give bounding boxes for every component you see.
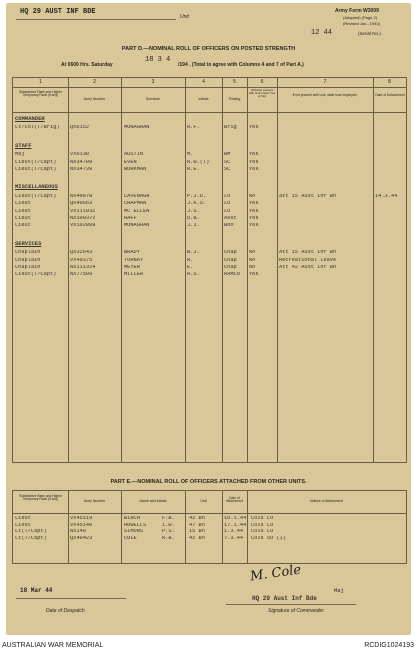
part-d-date-hand: 18 3 4 — [145, 56, 171, 64]
col-number-7: 7 — [323, 79, 327, 85]
caption-right: RCDIG1024193 — [364, 642, 414, 649]
roll-cell-number: VX40375 — [70, 257, 93, 263]
attached-cell-nature: Cois LO — [251, 522, 274, 528]
attached-cell-rank: Lt(T/Capt) — [15, 535, 47, 541]
commander-rank: Maj — [334, 587, 344, 594]
roll-cell-posting: RAMCO — [224, 272, 240, 278]
part-e-body — [13, 513, 406, 563]
col-number-3: 3 — [151, 79, 155, 85]
part-e-title: PART E.—NOMINAL ROLL OF OFFICERS ATTACHED FROM OTHER UNITS. — [110, 479, 307, 485]
roll-cell-present: No — [249, 250, 256, 256]
part-d-title: PART D.—NOMINAL ROLL OF OFFICERS ON POSTED STRENGTH — [121, 46, 296, 52]
attached-cell-nature: Cois SO (I) — [251, 535, 286, 541]
e-header-date: Date of Attachment — [226, 496, 243, 504]
col-header-number: Army Number — [83, 97, 106, 101]
roll-cell-number: QX40663 — [70, 201, 93, 207]
part-d-body — [13, 112, 406, 462]
roll-cell-rank: Lieut — [15, 201, 31, 207]
col-number-2: 2 — [93, 79, 96, 85]
roll-cell-number: QX6152 — [70, 125, 90, 131]
roll-cell-surname: EVEN — [124, 159, 137, 165]
roll-cell-initials: J.S. — [187, 208, 200, 214]
roll-cell-surname: MEYER — [124, 265, 140, 270]
roll-cell-surname: MONAGHAN — [124, 223, 150, 229]
roll-cell-surname: TORNAY — [124, 257, 144, 263]
roll-cell-number: NX111324 — [70, 265, 96, 270]
col-number-1: 1 — [39, 79, 42, 85]
col-number-4: 4 — [202, 79, 205, 85]
attached-cell-initials: R.B. — [162, 535, 175, 541]
attached-cell-rank: Lieut — [15, 516, 31, 521]
roll-cell-surname: RAFF — [124, 216, 137, 221]
e-header-nature: Nature of Attachment — [310, 499, 343, 503]
roll-cell-rank: Lieut — [15, 216, 31, 221]
roll-cell-rank: Chaplain — [15, 265, 41, 270]
form-adapted: (Adapted) (Page 2) — [343, 15, 378, 20]
roll-cell-number: NX34739 — [70, 167, 93, 172]
attached-cell-initials: I.W. — [162, 522, 175, 528]
roll-cell-posting: LO — [224, 208, 231, 214]
commander-unit: HQ 29 Aust Inf Bde — [252, 595, 317, 602]
col-number-6: 6 — [260, 79, 264, 85]
roll-cell-present: No — [249, 193, 256, 199]
roll-cell-surname: CHAPMAN — [124, 201, 147, 207]
roll-cell-initials: D.B. — [187, 216, 200, 221]
attached-cell-initials: F.B. — [162, 516, 175, 521]
roll-cell-posting: Asst — [224, 216, 237, 221]
roll-cell-number: VX6138 — [70, 152, 90, 158]
roll-cell-initials: M. — [187, 152, 194, 158]
attached-cell-number: QX40423 — [70, 535, 93, 541]
roll-cell-posting: Bdo — [224, 223, 234, 229]
roll-cell-initials: B.J. — [187, 250, 200, 256]
col-header-surname: Surname — [145, 97, 161, 101]
roll-cell-rank: Maj — [15, 152, 25, 158]
section-heading: COMMANDER — [15, 115, 45, 122]
attached-cell-unit: 47 Bn — [189, 522, 205, 528]
part-e-table — [12, 490, 407, 564]
roll-cell-date: 14.3.44 — [375, 193, 398, 199]
attached-cell-initials: P.S. — [162, 529, 175, 535]
roll-cell-posting: BM — [224, 152, 231, 158]
roll-cell-present: Yes — [249, 125, 259, 131]
roll-cell-number: NX77508 — [70, 272, 93, 278]
roll-cell-posting: LO — [224, 193, 231, 199]
section-heading: STAFF — [15, 141, 32, 149]
part-d-table — [12, 77, 407, 463]
roll-cell-initials: R.S. — [187, 272, 200, 278]
e-header-rank: Substantive Rank and Higher Temporary Rank (if any) — [19, 494, 62, 502]
roll-cell-surname: WORKMAN — [124, 167, 147, 172]
attached-cell-date: 7.3.44 — [224, 535, 244, 541]
attached-cell-name: HOWELLS — [124, 522, 147, 528]
attached-cell-name: COLE — [124, 535, 137, 541]
roll-cell-rank: Chaplain — [15, 250, 41, 256]
roll-cell-rank: Lieut — [15, 208, 31, 214]
roll-cell-number: VX111032 — [70, 208, 96, 214]
roll-cell-number: NX34709 — [70, 159, 93, 165]
col-number-5: 5 — [233, 79, 236, 85]
section-heading: MISCELLANEOUS — [15, 183, 58, 191]
col-header-initials: Initials — [198, 97, 209, 101]
attached-cell-unit: 15 Bn — [189, 529, 205, 535]
roll-cell-present: Yes — [249, 201, 259, 207]
col-header-posting: Posting — [228, 97, 241, 101]
attached-cell-unit: 42 Bn — [189, 516, 205, 521]
roll-cell-initials: P.J.D. — [187, 193, 207, 199]
despatch-label: Date of Despatch — [46, 608, 85, 614]
roll-cell-employed: Att 42 Aust Inf Bn — [279, 265, 337, 270]
roll-cell-posting: SC — [224, 167, 231, 172]
col-header-present: Whether present with Unit (insert Yes or No) — [248, 88, 276, 98]
commander-label: Signature of Commander — [268, 608, 324, 614]
attached-cell-date: 16.1.44 — [224, 516, 246, 521]
form-revised: (Revised Jan., 1943) — [343, 21, 380, 26]
roll-cell-initials: R.F. — [187, 125, 200, 131]
roll-cell-present: Yes — [249, 272, 259, 278]
roll-cell-surname: AUSTIN — [124, 152, 144, 158]
unit-label: Unit — [180, 14, 189, 20]
roll-cell-present: Yes — [249, 223, 259, 229]
col-header-employed: If not present with Unit, state how employed. — [292, 93, 358, 97]
col-header-rank: Substantive Rank and Higher Temporary Rank (if any) — [19, 90, 62, 98]
roll-cell-rank: Lieut(T/Capt) — [15, 159, 57, 165]
e-header-number: Army Number — [83, 499, 106, 503]
roll-cell-present: Yes — [249, 216, 259, 221]
attached-cell-rank: Lieut — [15, 522, 31, 528]
form-name: Army Form W3009 — [335, 8, 379, 14]
roll-cell-surname: MILLER — [124, 272, 144, 278]
roll-cell-surname: CAVENAGH — [124, 193, 150, 199]
roll-cell-rank: Lieut(T/Capt) — [15, 272, 57, 278]
roll-cell-surname: BRADY — [124, 250, 140, 256]
attached-cell-name: SIMONS — [124, 529, 144, 535]
attached-cell-number: VX45140 — [70, 522, 93, 528]
roll-cell-posting: Chap — [224, 265, 237, 270]
roll-cell-number: NX40078 — [70, 193, 93, 199]
roll-cell-posting: LO — [224, 201, 231, 207]
roll-cell-present: Yes — [249, 208, 259, 214]
attached-cell-nature: Cois LO — [251, 516, 274, 521]
serial-value: 12 44 — [311, 29, 333, 37]
section-heading: SERVICES — [15, 239, 42, 247]
attached-cell-rank: Lt(T/Capt) — [15, 529, 47, 535]
roll-cell-present: Yes — [249, 152, 259, 158]
roll-cell-initials: J.K.S. — [187, 201, 207, 207]
attached-cell-number: NX149 — [70, 529, 86, 535]
roll-cell-surname: MONAGHAN — [124, 125, 150, 131]
attached-cell-unit: 42 Bn — [189, 535, 205, 541]
roll-cell-posting: Brig — [224, 125, 237, 131]
roll-cell-initials: R.W.(T) — [187, 159, 210, 165]
serial-label: (Serial No.) — [358, 31, 381, 36]
attached-cell-nature: Cois LO — [251, 529, 274, 535]
caption-left: AUSTRALIAN WAR MEMORIAL — [2, 642, 104, 649]
roll-cell-initials: J.J. — [187, 223, 200, 229]
attached-cell-date: 17.1.44 — [224, 522, 246, 528]
document-page — [6, 3, 411, 635]
attached-cell-date: 1.3.44 — [224, 529, 244, 535]
roll-cell-present: Yes — [249, 167, 259, 172]
commander-signature: M. Cole — [249, 562, 302, 585]
col-number-8: 8 — [388, 79, 391, 85]
roll-cell-rank: Lieut(T/Capt) — [15, 193, 57, 199]
roll-cell-posting: SC — [224, 159, 231, 165]
roll-cell-initials: R. — [187, 257, 194, 263]
roll-cell-rank: Lieut — [15, 223, 31, 229]
roll-cell-rank: Chaplain — [15, 257, 41, 263]
attached-cell-name: BIRCH — [124, 516, 140, 521]
roll-cell-number: VX102889 — [70, 223, 96, 229]
roll-cell-rank: Lieut(T/Capt) — [15, 167, 57, 172]
roll-cell-employed: att 15 Aust Inf Bn — [279, 193, 337, 199]
roll-cell-surname: MC ELLEN — [124, 208, 150, 214]
col-header-date: Date of Detachment — [375, 93, 405, 97]
roll-cell-number: NX100372 — [70, 216, 96, 221]
roll-cell-number: QX32643 — [70, 250, 93, 256]
roll-cell-present: Yes — [249, 159, 259, 165]
roll-cell-initials: E. — [187, 265, 194, 270]
e-header-name: Name and Initials — [139, 499, 167, 503]
part-d-date-suffix: /194 . (Total to agree with Columns 4 and 7 of Part A.) — [178, 62, 304, 68]
roll-cell-present: No — [249, 265, 256, 270]
roll-cell-posting: Chap — [224, 257, 237, 263]
roll-cell-rank: Lt/Col(T/Brig) — [15, 125, 60, 131]
roll-cell-employed: Recreational Leave — [279, 257, 337, 263]
roll-cell-employed: Att 15 Aust Inf Bn — [279, 250, 337, 256]
archive-caption — [0, 636, 418, 653]
attached-cell-number: VX45119 — [70, 516, 93, 521]
e-header-unit: Unit — [200, 499, 207, 503]
despatch-date: 18 Mar 44 — [20, 587, 53, 594]
roll-cell-initials: R.E. — [187, 167, 200, 172]
roll-cell-posting: Chap — [224, 250, 237, 256]
roll-cell-present: No — [249, 257, 256, 263]
part-d-date-prefix: At 0600 Hrs. Saturday — [61, 62, 113, 68]
unit-name: HQ 29 AUST INF BDE — [20, 8, 96, 16]
